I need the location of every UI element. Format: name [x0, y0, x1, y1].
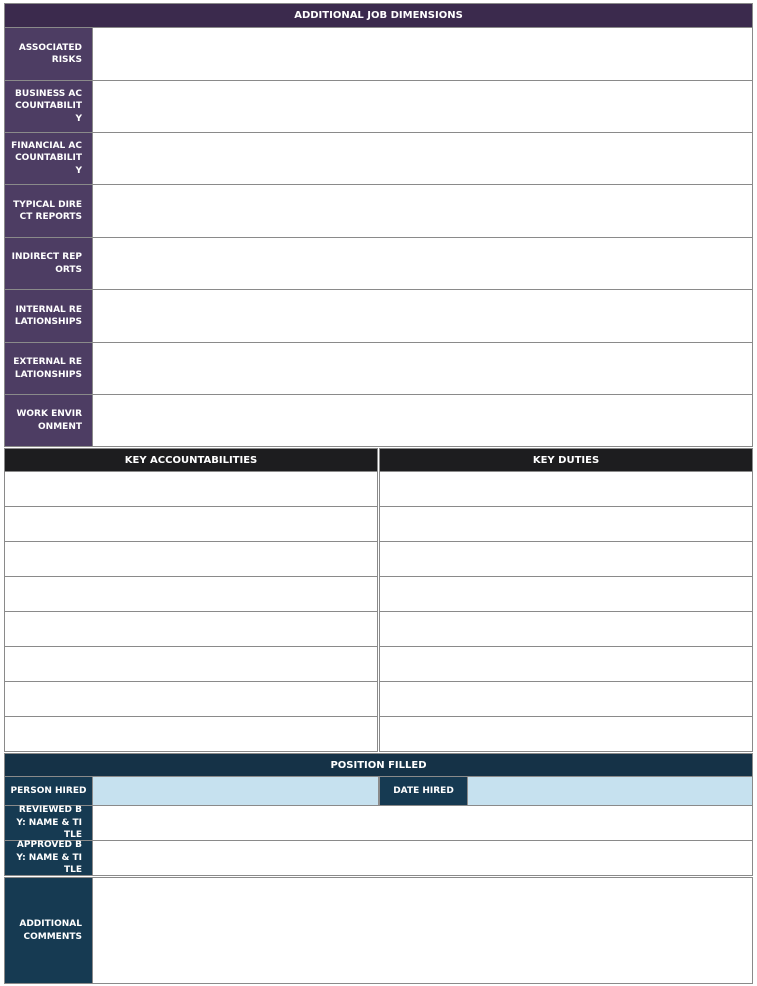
date-hired-label: DATE HIRED: [379, 777, 468, 806]
dimension-label: BUSINESS ACCOUNTABILITY: [4, 81, 93, 133]
accountabilities-section: [4, 448, 753, 752]
dimension-label: FINANCIAL ACCOUNTABILITY: [4, 133, 93, 185]
key-accountability-cell[interactable]: [4, 612, 378, 647]
key-accountability-cell[interactable]: [4, 472, 378, 507]
position-filled-header: POSITION FILLED: [4, 753, 753, 777]
key-accountability-cell[interactable]: [4, 682, 378, 717]
dimension-row-internal-relationships: [4, 290, 753, 343]
dimension-row-work-environment: [4, 395, 753, 447]
key-duty-cell[interactable]: [379, 717, 753, 752]
dimension-field-indirect-reports[interactable]: [93, 238, 753, 290]
key-duties-column: [379, 448, 753, 752]
key-duty-cell[interactable]: [379, 647, 753, 682]
dimension-label: INDIRECT REPORTS: [4, 238, 93, 290]
dimension-label: EXTERNAL RELATIONSHIPS: [4, 343, 93, 395]
key-accountabilities-header: KEY ACCOUNTABILITIES: [4, 448, 378, 472]
person-hired-row: [4, 777, 753, 806]
additional-comments-label: ADDITIONAL COMMENTS: [4, 877, 93, 984]
key-duty-cell[interactable]: [379, 577, 753, 612]
job-dimensions-title: ADDITIONAL JOB DIMENSIONS: [294, 10, 463, 21]
reviewed-by-label: REVIEWED BY: NAME & TITLE: [4, 806, 93, 841]
dimension-row-indirect-reports: [4, 238, 753, 290]
key-accountability-cell[interactable]: [4, 542, 378, 577]
dimension-field-internal-relationships[interactable]: [93, 290, 753, 343]
dimension-field-associated-risks[interactable]: [93, 28, 753, 81]
job-dimensions-form: [4, 3, 753, 984]
dimension-row-typical-direct-reports: [4, 185, 753, 238]
additional-comments-field[interactable]: [93, 877, 753, 984]
reviewed-by-row: [4, 806, 753, 841]
dimension-row-business-accountability: [4, 81, 753, 133]
job-dimensions-header: [4, 3, 753, 28]
key-duties-header: KEY DUTIES: [379, 448, 753, 472]
person-hired-field[interactable]: [93, 777, 379, 806]
reviewed-by-field[interactable]: [93, 806, 753, 841]
key-accountability-cell[interactable]: [4, 507, 378, 542]
approved-by-field[interactable]: [93, 841, 753, 876]
dimension-field-typical-direct-reports[interactable]: [93, 185, 753, 238]
dimension-field-financial-accountability[interactable]: [93, 133, 753, 185]
approved-by-label: APPROVED BY: NAME & TITLE: [4, 841, 93, 876]
dimension-field-business-accountability[interactable]: [93, 81, 753, 133]
key-duty-cell[interactable]: [379, 612, 753, 647]
dimension-row-external-relationships: [4, 343, 753, 395]
key-accountability-cell[interactable]: [4, 577, 378, 612]
approved-by-row: [4, 841, 753, 876]
dimension-field-work-environment[interactable]: [93, 395, 753, 447]
person-hired-label: PERSON HIRED: [4, 777, 93, 806]
dimension-label: ASSOCIATED RISKS: [4, 28, 93, 81]
key-duty-cell[interactable]: [379, 472, 753, 507]
dimension-label: TYPICAL DIRECT REPORTS: [4, 185, 93, 238]
dimension-row-associated-risks: [4, 28, 753, 81]
date-hired-field[interactable]: [468, 777, 753, 806]
dimension-label: INTERNAL RELATIONSHIPS: [4, 290, 93, 343]
key-accountability-cell[interactable]: [4, 647, 378, 682]
key-duty-cell[interactable]: [379, 542, 753, 577]
additional-comments-row: [4, 877, 753, 984]
dimension-label: WORK ENVIRONMENT: [4, 395, 93, 447]
dimension-row-financial-accountability: [4, 133, 753, 185]
key-accountabilities-column: [4, 448, 378, 752]
key-duty-cell[interactable]: [379, 507, 753, 542]
dimension-field-external-relationships[interactable]: [93, 343, 753, 395]
key-duty-cell[interactable]: [379, 682, 753, 717]
key-accountability-cell[interactable]: [4, 717, 378, 752]
